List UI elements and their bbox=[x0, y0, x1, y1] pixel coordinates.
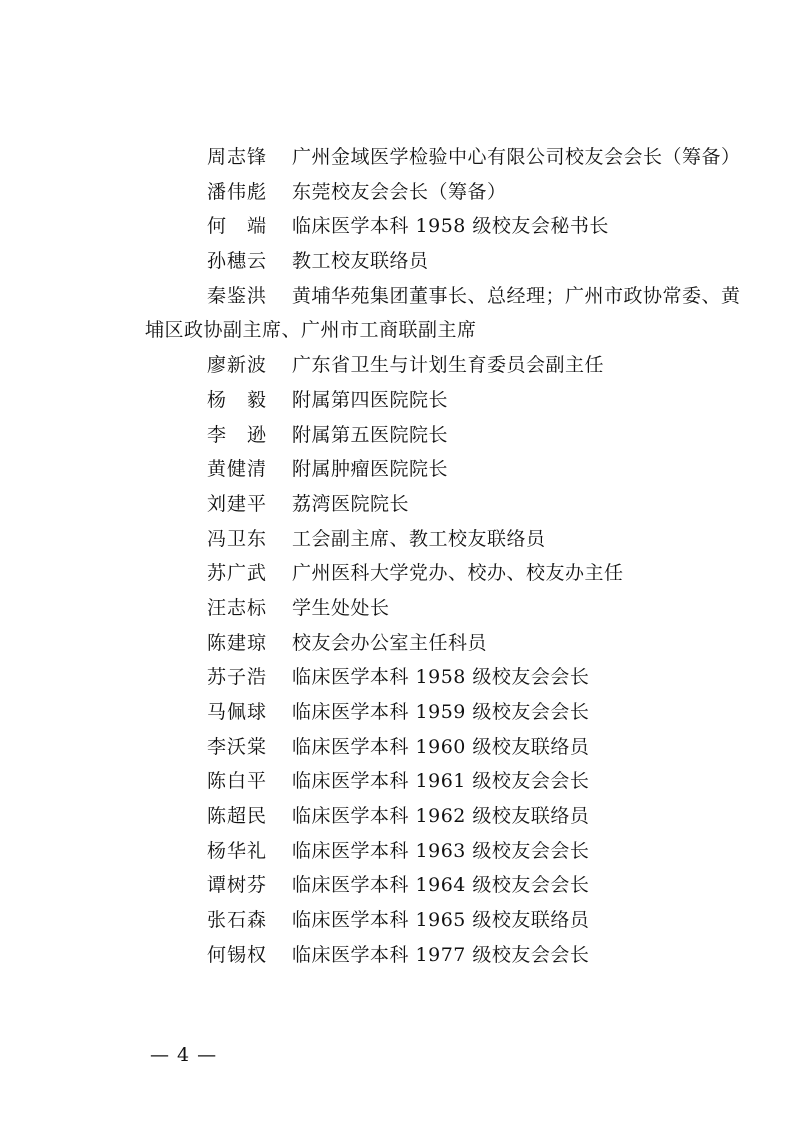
list-item bbox=[0, 660, 800, 695]
list-item bbox=[0, 383, 800, 418]
member-name: 陈建琼 bbox=[207, 631, 268, 654]
member-name: 苏子浩 bbox=[207, 666, 268, 689]
list-item bbox=[0, 868, 800, 903]
member-title: 临床医学本科 1965 级校友联络员 bbox=[292, 909, 590, 932]
member-name: 陈超民 bbox=[207, 805, 268, 828]
member-title: 临床医学本科 1958 级校友会秘书长 bbox=[292, 215, 609, 238]
member-title: 临床医学本科 1960 级校友联络员 bbox=[292, 735, 590, 758]
member-name: 黄健清 bbox=[207, 458, 268, 481]
member-title: 附属第五医院院长 bbox=[292, 423, 449, 446]
member-name: 潘伟彪 bbox=[207, 180, 268, 203]
member-title: 校友会办公室主任科员 bbox=[292, 631, 488, 654]
member-name: 谭树芬 bbox=[207, 874, 268, 897]
member-name: 李 逊 bbox=[207, 423, 268, 446]
list-item bbox=[0, 764, 800, 799]
member-name: 何 端 bbox=[207, 215, 268, 238]
list-item bbox=[0, 834, 800, 869]
list-item bbox=[0, 938, 800, 973]
list-item bbox=[0, 452, 800, 487]
list-item bbox=[0, 903, 800, 938]
list-item bbox=[0, 244, 800, 279]
member-title: 教工校友联络员 bbox=[292, 250, 429, 273]
list-item bbox=[0, 140, 800, 175]
member-name: 刘建平 bbox=[207, 492, 268, 515]
list-item bbox=[0, 695, 800, 730]
member-name: 孙穗云 bbox=[207, 250, 268, 273]
member-name: 何锡权 bbox=[207, 943, 268, 966]
member-list bbox=[0, 140, 800, 973]
member-title: 临床医学本科 1961 级校友会会长 bbox=[292, 770, 590, 793]
member-name: 杨 毅 bbox=[207, 388, 268, 411]
member-title: 临床医学本科 1963 级校友会会长 bbox=[292, 839, 590, 862]
member-title: 学生处处长 bbox=[292, 596, 390, 619]
member-name: 马佩球 bbox=[207, 701, 268, 724]
list-item bbox=[0, 487, 800, 522]
member-title: 工会副主席、教工校友联络员 bbox=[292, 527, 546, 550]
list-item bbox=[0, 175, 800, 210]
list-item bbox=[0, 799, 800, 834]
member-name: 苏广武 bbox=[207, 562, 268, 585]
member-name: 冯卫东 bbox=[207, 527, 268, 550]
member-title: 临床医学本科 1977 级校友会会长 bbox=[292, 943, 590, 966]
list-item bbox=[0, 418, 800, 453]
member-title: 广州金域医学检验中心有限公司校友会会长（筹备） bbox=[292, 146, 741, 168]
member-name: 汪志标 bbox=[207, 596, 268, 619]
member-name: 周志锋 bbox=[207, 146, 268, 168]
member-title: 临床医学本科 1958 级校友会会长 bbox=[292, 666, 590, 689]
list-item bbox=[0, 348, 800, 383]
page-number: — 4 — bbox=[150, 1044, 218, 1066]
list-item bbox=[0, 209, 800, 244]
member-title: 黄埔华苑集团董事长、总经理；广州市政协常委、黄 bbox=[292, 284, 741, 307]
member-name: 陈白平 bbox=[207, 770, 268, 793]
list-item bbox=[0, 556, 800, 591]
list-item bbox=[0, 626, 800, 661]
list-item bbox=[0, 591, 800, 626]
member-name: 张石森 bbox=[207, 909, 268, 932]
list-item bbox=[0, 279, 800, 348]
member-name: 秦鉴洪 bbox=[207, 284, 268, 307]
member-name: 廖新波 bbox=[207, 354, 268, 377]
member-title: 广州医科大学党办、校办、校友办主任 bbox=[292, 562, 624, 585]
member-title: 临床医学本科 1962 级校友联络员 bbox=[292, 805, 590, 828]
member-name: 李沃棠 bbox=[207, 735, 268, 758]
member-title: 附属肿瘤医院院长 bbox=[292, 458, 449, 481]
member-title: 临床医学本科 1964 级校友会会长 bbox=[292, 874, 590, 897]
member-title: 广东省卫生与计划生育委员会副主任 bbox=[292, 354, 605, 377]
list-item bbox=[0, 730, 800, 765]
list-item bbox=[0, 522, 800, 557]
member-title-continued: 埔区政协副主席、广州市工商联副主席 bbox=[145, 319, 477, 342]
member-title: 附属第四医院院长 bbox=[292, 388, 449, 411]
member-title: 临床医学本科 1959 级校友会会长 bbox=[292, 701, 590, 724]
member-title: 东莞校友会会长（筹备） bbox=[292, 180, 507, 203]
member-name: 杨华礼 bbox=[207, 839, 268, 862]
member-title: 荔湾医院院长 bbox=[292, 492, 410, 515]
